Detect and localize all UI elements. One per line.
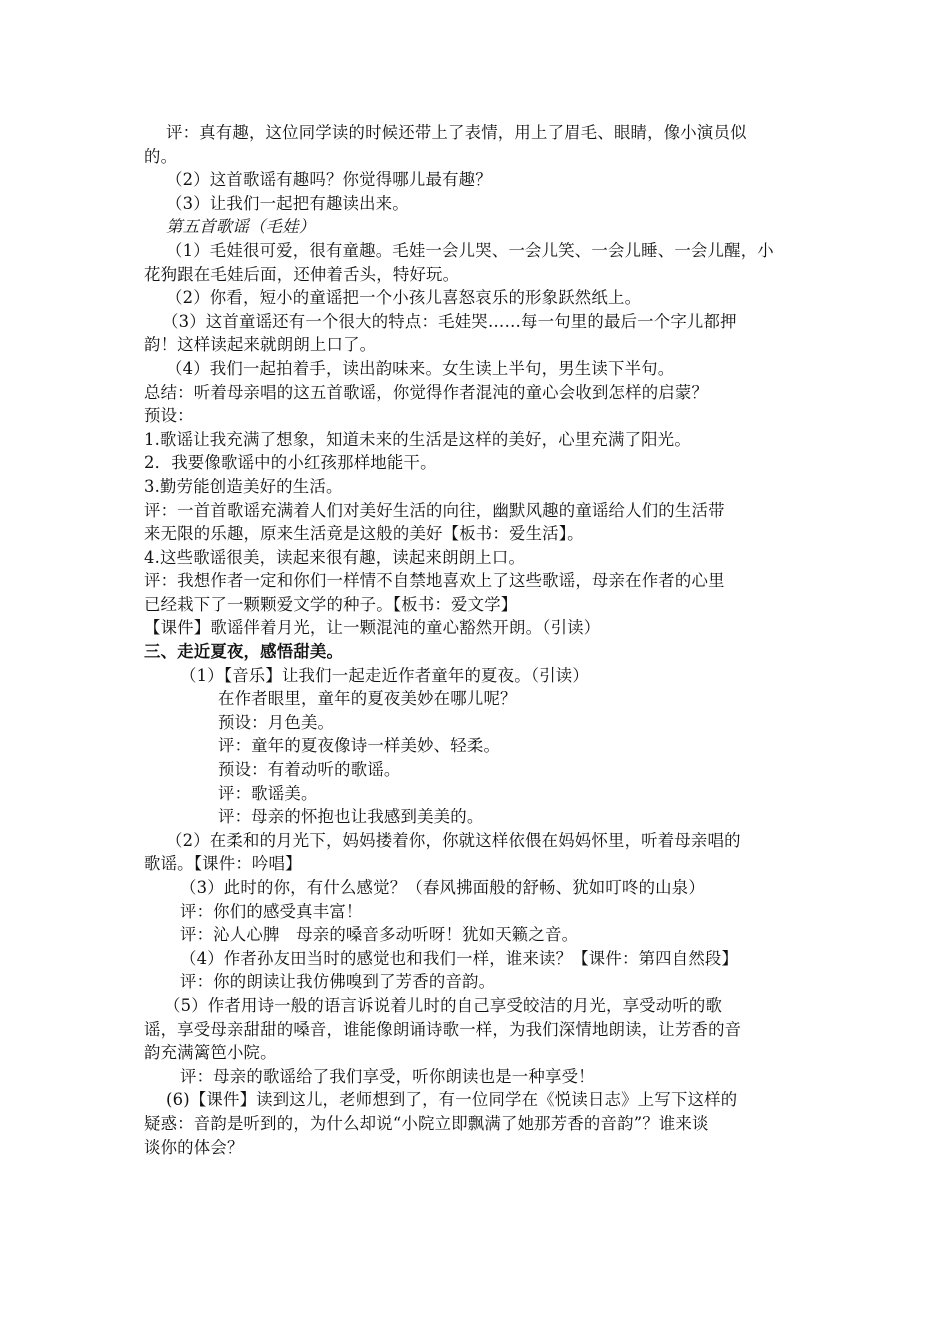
comment-line: 评：母亲的歌谣给了我们享受，听你朗读也是一种享受！: [180, 1066, 595, 1086]
paragraph-line: （2）在柔和的月光下，妈妈搂着你，你就这样依偎在妈妈怀里，听着母亲唱的: [166, 830, 741, 850]
comment-line: 评：沁人心脾 母亲的嗓音多动听呀！犹如天籁之音。: [180, 925, 579, 945]
paragraph-line-cont: 谣，享受母亲甜甜的嗓音，谁能像朗诵诗歌一样，为我们深情地朗读，让芳香的音: [144, 1019, 742, 1039]
paragraph-line: （1）毛娃很可爱，很有童趣。毛娃一会儿哭、一会儿笑、一会儿睡、一会儿醒，小: [166, 240, 774, 260]
preset-line: 预设：月色美。: [218, 712, 335, 732]
comment-line-cont: 已经栽下了一颗颗爱文学的种子。【板书：爱文学】: [144, 594, 518, 614]
paragraph-line-cont: 韵！这样读起来就朗朗上口了。: [144, 335, 377, 355]
comment-line-cont: 来无限的乐趣，原来生活竟是这般的美好【板书：爱生活】。: [144, 524, 584, 544]
comment-line: 评：你的朗读让我仿佛嗅到了芳香的音韵。: [180, 972, 496, 992]
comment-line: 评：你们的感受真丰富！: [180, 901, 363, 921]
comment-line-cont: 的。: [144, 146, 178, 166]
paragraph-line: （5）作者用诗一般的语言诉说着儿时的自己享受皎洁的月光，享受动听的歌: [164, 995, 723, 1015]
paragraph-line: 在作者眼里，童年的夏夜美妙在哪儿呢？: [218, 689, 517, 709]
paragraph-line: （3）此时的你，有什么感觉？（春风拂面般的舒畅、犹如叮咚的山泉）: [180, 878, 705, 897]
list-item: 3.勤劳能创造美好的生活。: [144, 476, 343, 496]
list-item: 2．我要像歌谣中的小红孩那样地能干。: [144, 453, 437, 473]
paragraph-line-cont: 歌谣。【课件：吟唱】: [144, 854, 302, 874]
courseware-line: 【课件】歌谣伴着月光，让一颗混沌的童心豁然开朗。（引读）: [144, 618, 601, 638]
section-heading: 三、走近夏夜，感悟甜美。: [144, 642, 344, 662]
paragraph-line-cont: 花狗跟在毛娃后面，还伸着舌头，特好玩。: [144, 264, 460, 284]
paragraph-line: （2）你看，短小的童谣把一个小孩儿喜怒哀乐的形象跃然纸上。: [166, 288, 642, 308]
paragraph-line-cont: 韵充满篱笆小院。: [144, 1043, 277, 1063]
comment-line: 评：母亲的怀抱也让我感到美美的。: [218, 807, 484, 827]
preset-label: 预设：: [144, 406, 194, 426]
paragraph-line: （4）作者孙友田当时的感觉也和我们一样，谁来读？【课件：第四自然段】: [180, 948, 739, 968]
comment-line: 评：真有趣，这位同学读的时候还带上了表情，用上了眉毛、眼睛，像小演员似: [166, 123, 747, 142]
question-line: （3）让我们一起把有趣读出来。: [166, 193, 409, 213]
paragraph-line-cont: 疑惑：音韵是听到的，为什么却说“小院立即飘满了她那芳香的音韵”？谁来谈: [144, 1113, 709, 1133]
paragraph-line: (6)【课件】读到这儿，老师想到了，有一位同学在《悦读日志》上写下这样的: [166, 1090, 738, 1110]
summary-line: 总结：听着母亲唱的这五首歌谣，你觉得作者混沌的童心会收到怎样的启蒙？: [144, 382, 709, 402]
comment-line: 评：歌谣美。: [218, 783, 318, 803]
section-subheading: 第五首歌谣（毛娃）: [166, 217, 316, 237]
comment-line: 评：童年的夏夜像诗一样美妙、轻柔。: [218, 736, 501, 756]
paragraph-line: （1）【音乐】让我们一起走近作者童年的夏夜。（引读）: [180, 665, 589, 685]
paragraph-line: （4）我们一起拍着手，读出韵味来。女生读上半句，男生读下半句。: [166, 358, 675, 378]
list-item: 1.歌谣让我充满了想象，知道未来的生活是这样的美好，心里充满了阳光。: [144, 429, 691, 449]
paragraph-line: （3）这首童谣还有一个很大的特点：毛娃哭……每一句里的最后一个字儿都押: [162, 311, 737, 331]
preset-line: 预设：有着动听的歌谣。: [218, 760, 401, 780]
document-body: [144, 121, 812, 1159]
comment-line: 评：我想作者一定和你们一样情不自禁地喜欢上了这些歌谣，母亲在作者的心里: [144, 571, 725, 591]
comment-line: 评：一首首歌谣充满着人们对美好生活的向往，幽默风趣的童谣给人们的生活带: [144, 500, 725, 520]
question-line: （2）这首歌谣有趣吗？你觉得哪儿最有趣？: [166, 170, 492, 190]
list-item: 4.这些歌谣很美，读起来很有趣，读起来朗朗上口。: [144, 547, 526, 567]
paragraph-line-cont: 谈你的体会？: [144, 1137, 244, 1157]
